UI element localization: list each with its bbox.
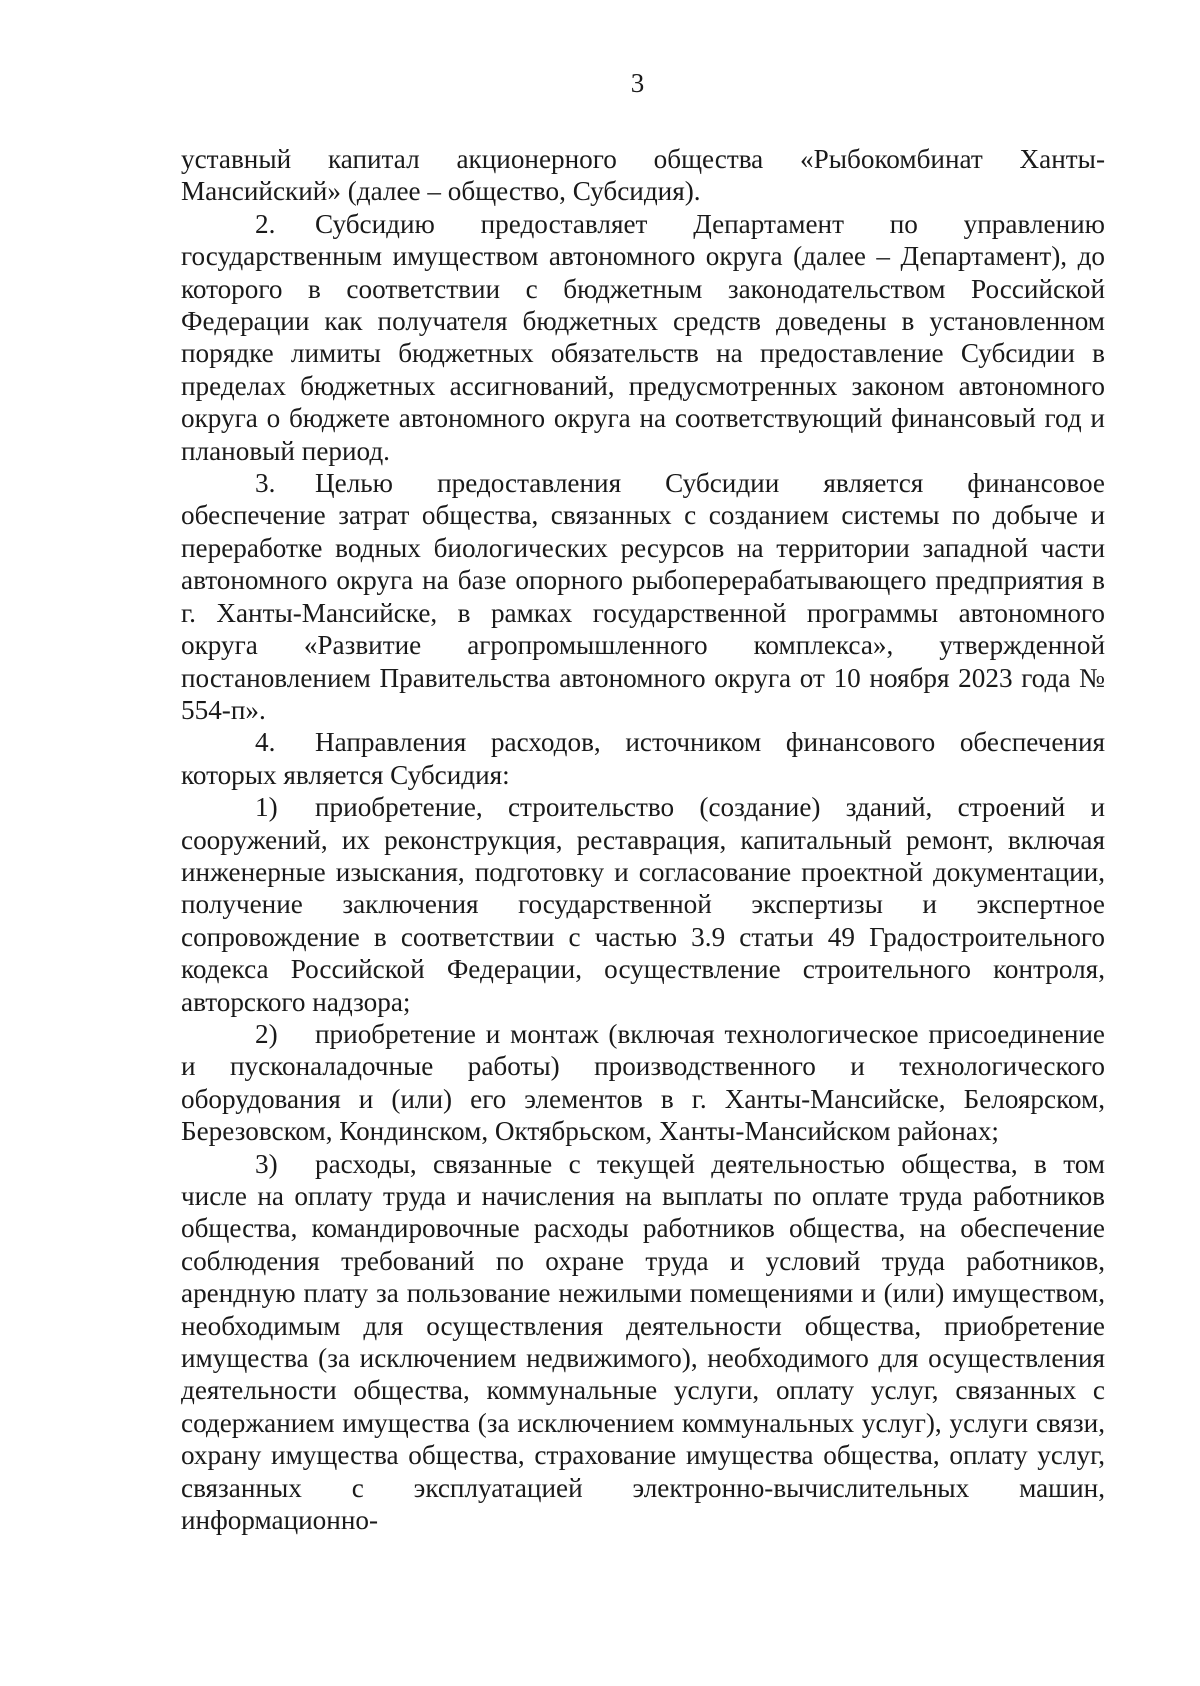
paragraph-item-3 [181,467,1105,726]
subitem-1 [181,791,1105,1018]
paragraph-continuation: уставный капитал акционерного общества «Рыбокомбинат Ханты-Мансийский» (далее – общество, Субсидия). [181,144,1105,207]
subitem-2 [181,1018,1105,1148]
item-number: 4. [255,727,276,758]
paragraph-text: приобретение и монтаж (включая технологическое присоединение и пусконаладочные работы) производственного и технологического оборудования и (или) его элементов в г. Ханты-Мансийске, Белоярском, Березовском, Кондинском, Октябрьском, Ханты-Мансийском районах; [181,1018,1105,1147]
page-number: 3 [630,68,645,98]
paragraph-text: расходы, связанные с текущей деятельностью общества, в том числе на оплату труда и начисления на выплаты по оплате труда работников общества, командировочные расходы работников общества, на обеспечение соблюдения требований по охране труда и условий труда работников, арендную плату за пользование нежилыми помещениями и (или) имуществом, необходимым для осуществления деятельности общества, приобретение имущества (за исключением недвижимого), необходимого для осуществления деятельности общества, коммунальные услуги, оплату услуг, связанных с содержанием имущества (за исключением коммунальных услуг), услуги связи, охрану имущества общества, страхование имущества общества, оплату услуг, связанных с эксплуатацией электронно-вычислительных машин, информационно- [181,1148,1105,1536]
item-number: 2) [255,1018,278,1049]
paragraph-text: Целью предоставления Субсидии является финансовое обеспечение затрат общества, связанных с созданием системы по добыче и переработке водных биологических ресурсов на территории западной части автономного округа на базе опорного рыбоперерабатывающего предприятия в г. Ханты-Мансийске, в рамках государственной программы автономного округа «Развитие агропромышленного комплекса», утвержденной постановлением Правительства автономного округа от 10 ноября 2023 года № 554-п». [181,468,1105,725]
paragraph-item-4 [181,726,1105,791]
paragraph-text: Субсидию предоставляет Департамент по управлению государственным имуществом автономного округа (далее – Департамент), до которого в соответствии с бюджетным законодательством Российской Федерации как получателя бюджетных средств доведены в установленном порядке лимиты бюджетных обязательств на предоставление Субсидии в пределах бюджетных ассигнований, предусмотренных законом автономного округа о бюджете автономного округа на соответствующий финансовый год и плановый период. [181,208,1105,466]
item-number: 3) [255,1148,278,1179]
item-number: 2. [255,208,276,239]
paragraph-text: приобретение, строительство (создание) зданий, строений и сооружений, их реконструкция, реставрация, капитальный ремонт, включая инженерные изыскания, подготовку и согласование проектной документации, получение заключения государственной экспертизы и экспертное сопровождение в соответствии с частью 3.9 статьи 49 Градостроительного кодекса Российской Федерации, осуществление строительного контроля, авторского надзора; [181,792,1105,1017]
item-number: 3. [255,468,276,499]
paragraph-text: Направления расходов, источником финансового обеспечения которых является Субсидия: [181,727,1105,790]
item-number: 1) [255,792,278,823]
paragraph-item-2 [181,208,1105,467]
document-body [181,143,1105,1536]
subitem-3 [181,1148,1105,1537]
